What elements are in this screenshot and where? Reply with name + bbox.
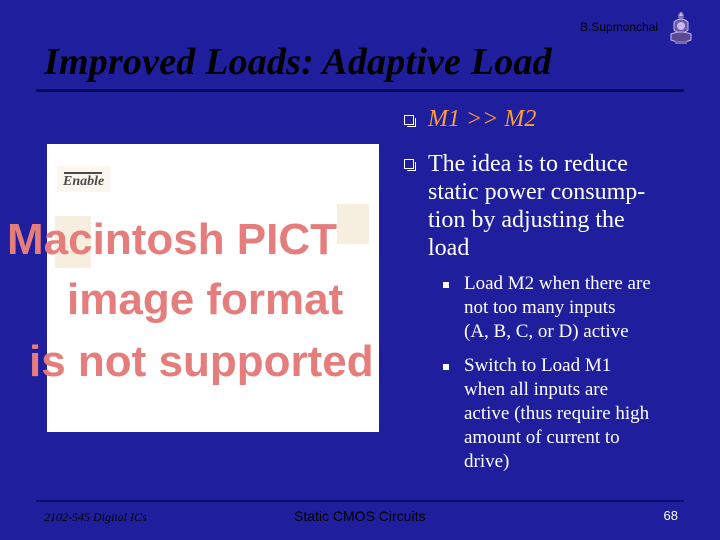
footer-topic: Static CMOS Circuits [294, 508, 426, 524]
title-divider [36, 89, 684, 92]
unsupported-image-placeholder [7, 144, 379, 432]
sub-bullet-line: when all inputs are [464, 379, 609, 400]
footer-divider [36, 500, 684, 502]
sub-bullet-line: not too many inputs [464, 297, 616, 318]
square-bullet-icon [443, 364, 449, 370]
bullet-2-text [428, 150, 678, 262]
enable-label: Enable [57, 166, 110, 192]
sub-bullet-line: active (thus require high [464, 403, 650, 424]
bullet-1-text: M1 >> M2 [428, 106, 537, 132]
bullet-2-line: static power consump- [428, 179, 646, 205]
placeholder-patch [337, 204, 369, 244]
page-number: 68 [663, 508, 678, 523]
footer-course: 2102-545 Digital ICs [44, 510, 147, 524]
sub-bullet-line: Switch to Load M1 [464, 355, 612, 376]
checkbox-bullet-icon [404, 115, 414, 125]
square-bullet-icon [443, 282, 449, 288]
sub-bullet-1-text [464, 272, 694, 344]
placeholder-text-line-2: image format [67, 275, 344, 324]
checkbox-bullet-icon [404, 159, 414, 169]
bullet-2-line: load [428, 235, 470, 261]
sub-bullet-2-text [464, 354, 694, 474]
university-seal-icon [666, 10, 696, 46]
placeholder-text-line-3: is not supported [29, 337, 374, 386]
bullet-2-line: The idea is to reduce [428, 151, 628, 177]
author-name: B.Supmonchai [580, 20, 659, 34]
placeholder-text-line-1: Macintosh PICT [7, 215, 338, 264]
bullet-2-line: tion by adjusting the [428, 207, 625, 233]
sub-bullet-line: drive) [464, 451, 510, 472]
slide-title: Improved Loads: Adaptive Load [44, 41, 552, 83]
sub-bullet-line: (A, B, C, or D) active [464, 321, 629, 342]
sub-bullet-line: Load M2 when there are [464, 273, 651, 294]
sub-bullet-line: amount of current to [464, 427, 620, 448]
